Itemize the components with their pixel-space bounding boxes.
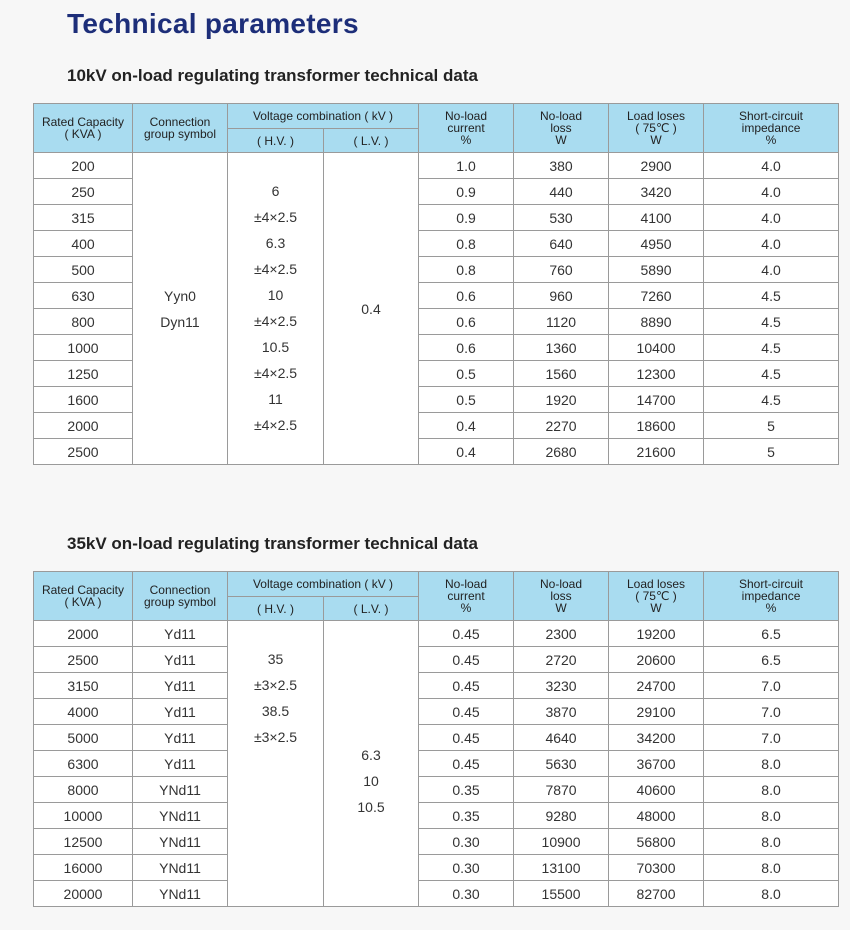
load-losses-cell: 21600 (609, 439, 704, 465)
header-short-circuit-impedance (704, 572, 839, 621)
no-load-loss-cell: 15500 (514, 881, 609, 907)
load-losses-cell: 24700 (609, 673, 704, 699)
load-losses-cell: 29100 (609, 699, 704, 725)
hv-line: 35 (267, 651, 284, 667)
no-load-current-cell: 0.35 (419, 777, 514, 803)
lv-line: 10 (363, 773, 379, 789)
header-hv: ( H.V. ) (228, 597, 324, 621)
header-line: Rated Capacity (41, 115, 125, 129)
header-short-circuit-impedance (704, 104, 839, 153)
load-losses-cell: 2900 (609, 153, 704, 179)
header-line: No-load (540, 109, 583, 123)
header-line: current (447, 589, 485, 603)
hv-line: 6 (271, 183, 280, 199)
header-line: ( 75℃ ) (635, 589, 677, 603)
header-line: Connection (149, 583, 211, 597)
impedance-cell: 4.0 (704, 153, 839, 179)
load-losses-cell: 7260 (609, 283, 704, 309)
header-line: ( KVA ) (64, 127, 102, 141)
header-no-load-current (419, 572, 514, 621)
header-load-losses (609, 572, 704, 621)
no-load-current-cell: 1.0 (419, 153, 514, 179)
rated-capacity-cell: 500 (34, 257, 133, 283)
rated-capacity-cell: 16000 (34, 855, 133, 881)
header-line: Short-circuit (739, 577, 804, 591)
rated-capacity-cell: 2500 (34, 647, 133, 673)
table2-body (34, 621, 839, 907)
load-losses-cell: 4950 (609, 231, 704, 257)
no-load-current-cell: 0.35 (419, 803, 514, 829)
impedance-cell: 4.0 (704, 205, 839, 231)
load-losses-cell: 3420 (609, 179, 704, 205)
header-no-load-loss (514, 104, 609, 153)
no-load-current-cell: 0.9 (419, 205, 514, 231)
header-load-losses (609, 104, 704, 153)
rated-capacity-cell: 1250 (34, 361, 133, 387)
table1-header (34, 104, 839, 153)
header-line: Rated Capacity (41, 583, 125, 597)
load-losses-cell: 4100 (609, 205, 704, 231)
no-load-loss-cell: 9280 (514, 803, 609, 829)
header-lv: ( L.V. ) (324, 129, 419, 153)
table-row (34, 153, 839, 179)
no-load-loss-cell: 440 (514, 179, 609, 205)
header-line: No-load (540, 577, 583, 591)
connection-group-cell: YNd11 (133, 855, 228, 881)
connection-group-cell: YNd11 (133, 829, 228, 855)
impedance-cell: 6.5 (704, 647, 839, 673)
rated-capacity-cell: 250 (34, 179, 133, 205)
impedance-cell: 8.0 (704, 803, 839, 829)
rated-capacity-cell: 1600 (34, 387, 133, 413)
header-line: % (765, 601, 777, 615)
impedance-cell: 4.0 (704, 179, 839, 205)
load-losses-cell: 34200 (609, 725, 704, 751)
no-load-loss-cell: 380 (514, 153, 609, 179)
rated-capacity-cell: 12500 (34, 829, 133, 855)
rated-capacity-cell: 2000 (34, 413, 133, 439)
impedance-cell: 5 (704, 439, 839, 465)
impedance-cell: 4.0 (704, 231, 839, 257)
header-line: current (447, 121, 485, 135)
load-losses-cell: 40600 (609, 777, 704, 803)
impedance-cell: 7.0 (704, 725, 839, 751)
impedance-cell: 7.0 (704, 699, 839, 725)
load-losses-cell: 18600 (609, 413, 704, 439)
load-losses-cell: 5890 (609, 257, 704, 283)
no-load-current-cell: 0.30 (419, 881, 514, 907)
rated-capacity-cell: 1000 (34, 335, 133, 361)
connection-group-cell: Yd11 (133, 699, 228, 725)
load-losses-cell: 10400 (609, 335, 704, 361)
connection-group-cell: Yd11 (133, 673, 228, 699)
impedance-cell: 4.5 (704, 387, 839, 413)
load-losses-cell: 36700 (609, 751, 704, 777)
rated-capacity-cell: 315 (34, 205, 133, 231)
no-load-loss-cell: 1360 (514, 335, 609, 361)
impedance-cell: 4.5 (704, 361, 839, 387)
header-connection-group (133, 104, 228, 153)
hv-line: ±4×2.5 (253, 417, 298, 433)
no-load-current-cell: 0.30 (419, 829, 514, 855)
table-row (34, 621, 839, 647)
table1-10kv-data (33, 103, 839, 465)
header-line: impedance (741, 589, 801, 603)
impedance-cell: 4.5 (704, 283, 839, 309)
impedance-cell: 8.0 (704, 855, 839, 881)
hv-line: 38.5 (261, 703, 290, 719)
header-line: W (650, 601, 662, 615)
rated-capacity-cell: 2500 (34, 439, 133, 465)
table2-header (34, 572, 839, 621)
no-load-loss-cell: 4640 (514, 725, 609, 751)
load-losses-cell: 14700 (609, 387, 704, 413)
rated-capacity-cell: 5000 (34, 725, 133, 751)
header-no-load-loss (514, 572, 609, 621)
no-load-loss-cell: 5630 (514, 751, 609, 777)
no-load-current-cell: 0.30 (419, 855, 514, 881)
no-load-loss-cell: 7870 (514, 777, 609, 803)
hv-cell (228, 621, 324, 907)
header-connection-group (133, 572, 228, 621)
no-load-current-cell: 0.45 (419, 621, 514, 647)
load-losses-cell: 48000 (609, 803, 704, 829)
connection-group-cell: YNd11 (133, 881, 228, 907)
impedance-cell: 4.5 (704, 309, 839, 335)
hv-line: 10 (267, 287, 284, 303)
lv-line: 10.5 (357, 799, 385, 815)
rated-capacity-cell: 6300 (34, 751, 133, 777)
header-line: % (460, 601, 472, 615)
no-load-loss-cell: 3870 (514, 699, 609, 725)
header-hv: ( H.V. ) (228, 129, 324, 153)
header-rated-capacity (34, 572, 133, 621)
header-line: W (650, 133, 662, 147)
no-load-loss-cell: 2270 (514, 413, 609, 439)
no-load-current-cell: 0.4 (419, 439, 514, 465)
header-line: % (460, 133, 472, 147)
table2-title: 35kV on-load regulating transformer technical data (67, 534, 478, 553)
header-lv: ( L.V. ) (324, 597, 419, 621)
rated-capacity-cell: 800 (34, 309, 133, 335)
table-row (34, 777, 839, 803)
no-load-current-cell: 0.5 (419, 361, 514, 387)
no-load-loss-cell: 13100 (514, 855, 609, 881)
hv-line: 11 (268, 391, 283, 407)
rated-capacity-cell: 400 (34, 231, 133, 257)
impedance-cell: 4.0 (704, 257, 839, 283)
impedance-cell: 4.5 (704, 335, 839, 361)
rated-capacity-cell: 8000 (34, 777, 133, 803)
hv-line: ±4×2.5 (253, 209, 298, 225)
header-line: No-load (445, 577, 488, 591)
load-losses-cell: 12300 (609, 361, 704, 387)
hv-line: ±3×2.5 (253, 729, 298, 745)
no-load-loss-cell: 1920 (514, 387, 609, 413)
load-losses-cell: 20600 (609, 647, 704, 673)
header-rated-capacity (34, 104, 133, 153)
header-line: ( 75℃ ) (635, 121, 677, 135)
table-row (34, 855, 839, 881)
load-losses-cell: 8890 (609, 309, 704, 335)
hv-line: 6.3 (265, 235, 286, 251)
header-voltage-combination: Voltage combination ( kV ) (228, 104, 419, 129)
rated-capacity-cell: 2000 (34, 621, 133, 647)
header-line: loss (550, 121, 572, 135)
hv-line: ±4×2.5 (253, 313, 298, 329)
connection-group-cell: YNd11 (133, 777, 228, 803)
header-no-load-current (419, 104, 514, 153)
table-row (34, 803, 839, 829)
header-line: Connection (149, 115, 211, 129)
connection-group-cell: Yd11 (133, 725, 228, 751)
rated-capacity-cell: 20000 (34, 881, 133, 907)
table-row (34, 751, 839, 777)
no-load-loss-cell: 1120 (514, 309, 609, 335)
no-load-loss-cell: 2720 (514, 647, 609, 673)
table1-body (34, 153, 839, 465)
rated-capacity-cell: 4000 (34, 699, 133, 725)
no-load-current-cell: 0.45 (419, 647, 514, 673)
no-load-current-cell: 0.4 (419, 413, 514, 439)
header-line: Short-circuit (739, 109, 804, 123)
connection-group-cell (133, 153, 228, 465)
no-load-loss-cell: 2680 (514, 439, 609, 465)
no-load-loss-cell: 960 (514, 283, 609, 309)
no-load-current-cell: 0.45 (419, 673, 514, 699)
header-line: No-load (445, 109, 488, 123)
load-losses-cell: 56800 (609, 829, 704, 855)
header-line: impedance (741, 121, 801, 135)
connection-group-cell: Yd11 (133, 647, 228, 673)
lv-line: 6.3 (361, 747, 381, 763)
no-load-current-cell: 0.6 (419, 309, 514, 335)
rated-capacity-cell: 200 (34, 153, 133, 179)
connection-group-cell: Yd11 (133, 621, 228, 647)
hv-line: ±3×2.5 (253, 677, 298, 693)
no-load-current-cell: 0.6 (419, 335, 514, 361)
no-load-current-cell: 0.45 (419, 751, 514, 777)
impedance-cell: 8.0 (704, 751, 839, 777)
table1-title: 10kV on-load regulating transformer technical data (67, 66, 478, 85)
table-row (34, 881, 839, 907)
impedance-cell: 8.0 (704, 829, 839, 855)
table2-35kv-data (33, 571, 839, 907)
table-row (34, 829, 839, 855)
load-losses-cell: 19200 (609, 621, 704, 647)
no-load-loss-cell: 530 (514, 205, 609, 231)
no-load-current-cell: 0.5 (419, 387, 514, 413)
connection-group-cell: YNd11 (133, 803, 228, 829)
lv-cell (324, 621, 419, 907)
no-load-loss-cell: 3230 (514, 673, 609, 699)
header-line: group symbol (143, 127, 217, 141)
table-row (34, 673, 839, 699)
load-losses-cell: 82700 (609, 881, 704, 907)
page-title: Technical parameters (67, 8, 359, 39)
rated-capacity-cell: 3150 (34, 673, 133, 699)
hv-line: ±4×2.5 (253, 261, 298, 277)
header-line: W (555, 133, 567, 147)
impedance-cell: 8.0 (704, 777, 839, 803)
hv-line: ±4×2.5 (253, 365, 298, 381)
impedance-cell: 7.0 (704, 673, 839, 699)
hv-line: 10.5 (261, 339, 290, 355)
no-load-current-cell: 0.45 (419, 699, 514, 725)
header-line: Load loses (626, 109, 686, 123)
lv-cell: 0.4 (324, 153, 419, 465)
impedance-cell: 6.5 (704, 621, 839, 647)
header-line: % (765, 133, 777, 147)
no-load-current-cell: 0.8 (419, 257, 514, 283)
header-line: loss (550, 589, 572, 603)
rated-capacity-cell: 630 (34, 283, 133, 309)
no-load-loss-cell: 10900 (514, 829, 609, 855)
no-load-current-cell: 0.9 (419, 179, 514, 205)
no-load-loss-cell: 1560 (514, 361, 609, 387)
no-load-current-cell: 0.8 (419, 231, 514, 257)
header-line: Load loses (626, 577, 686, 591)
connection-line: Yyn0 (164, 287, 196, 304)
no-load-current-cell: 0.45 (419, 725, 514, 751)
table-row (34, 647, 839, 673)
no-load-current-cell: 0.6 (419, 283, 514, 309)
table-row (34, 699, 839, 725)
connection-group-cell: Yd11 (133, 751, 228, 777)
table-row (34, 725, 839, 751)
no-load-loss-cell: 2300 (514, 621, 609, 647)
rated-capacity-cell: 10000 (34, 803, 133, 829)
header-line: ( KVA ) (64, 595, 102, 609)
connection-line: Dyn11 (160, 313, 200, 330)
hv-cell (228, 153, 324, 465)
impedance-cell: 8.0 (704, 881, 839, 907)
no-load-loss-cell: 640 (514, 231, 609, 257)
header-voltage-combination: Voltage combination ( kV ) (228, 572, 419, 597)
header-line: group symbol (143, 595, 217, 609)
header-line: W (555, 601, 567, 615)
no-load-loss-cell: 760 (514, 257, 609, 283)
load-losses-cell: 70300 (609, 855, 704, 881)
impedance-cell: 5 (704, 413, 839, 439)
